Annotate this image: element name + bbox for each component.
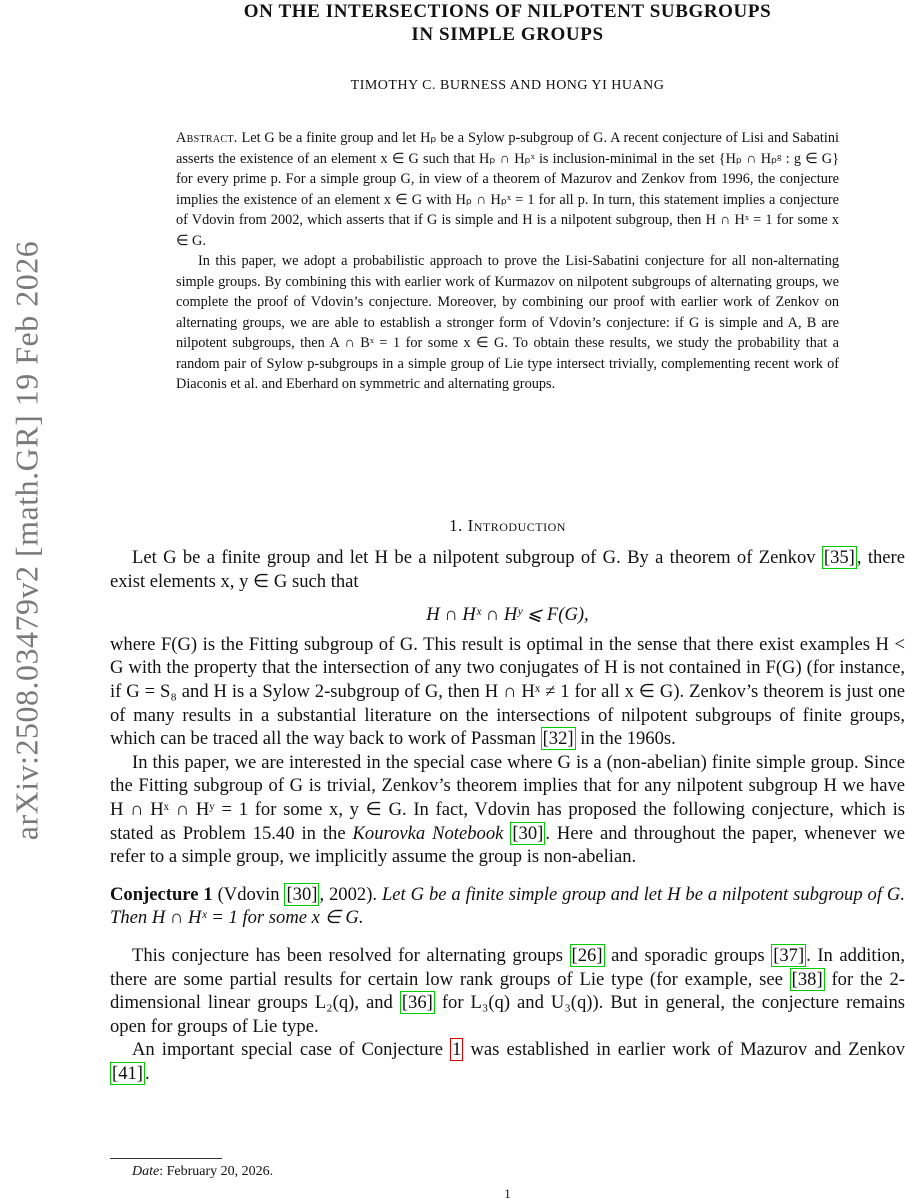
citation-link[interactable]: [38] — [791, 968, 823, 990]
intro-text: Let G be a finite group and let H be a nilpotent subgroup of G. By a theorem of Zenkov — [132, 547, 822, 568]
intro-text: where F(G) is the Fitting subgroup of G. This result is optimal in the sense that there exist examples H < G with the property that the intersection of any two conjugates of H is not contained in F(G) (for instance, if G = S₈ and H is a Sylow 2-subgroup of G, then H ∩ Hˣ ≠ 1 for all x ∈ G). Zenkov’s theorem is just one of many results in a substantial literature on the intersections of nilpotent subgroups of finite groups, which can be traced all the way back to work of Passman — [110, 633, 905, 750]
conjecture-reference-link[interactable]: 1 — [452, 1039, 462, 1061]
intro-text: for L₃(q) and U₃(q)). But in general, the conjecture remains open for groups of Lie type. — [110, 992, 905, 1037]
intro-paragraph-4 — [110, 944, 905, 1038]
abstract-text-1: Let G be a finite group and let Hₚ be a Sylow p-subgroup of G. A recent conjecture of Lisi and Sabatini asserts the existence of an element x ∈ G such that Hₚ ∩ Hₚˣ is inclusion-minimal in the set {Hₚ ∩ Hₚᵍ : g ∈ G} for every prime p. For a simple group G, in view of a theorem of Mazurov and Zenkov from 1996, the conjecture implies the existence of an element x ∈ G with Hₚ ∩ Hₚˣ = 1 for all p. In turn, this statement implies a conjecture of Vdovin from 2002, which asserts that if G is simple and H is a nilpotent subgroup, then H ∩ Hˣ = 1 for some x ∈ G. — [176, 130, 839, 249]
citation-link[interactable]: [30] — [512, 822, 544, 844]
intro-text: . — [144, 1062, 150, 1084]
title-line-1: ON THE INTERSECTIONS OF NILPOTENT SUBGROUPS — [243, 1, 772, 22]
display-equation — [110, 603, 905, 627]
citation-link[interactable]: [32] — [542, 728, 574, 750]
abstract — [176, 128, 839, 395]
section-heading-introduction: 1. Introduction — [449, 516, 566, 535]
intro-paragraph-2 — [110, 633, 905, 751]
conjecture-label: Conjecture 1 — [110, 883, 213, 905]
kourovka-notebook-title: Kourovka Notebook — [352, 822, 504, 844]
intro-text: in the 1960s. — [575, 728, 676, 750]
paper-authors: TIMOTHY C. BURNESS AND HONG YI HUANG — [350, 78, 665, 93]
page-number: 1 — [504, 1186, 511, 1201]
intro-text: and sporadic groups — [604, 944, 772, 966]
intro-text: This conjecture has been resolved for alternating groups — [132, 944, 570, 966]
intro-paragraph-1 — [110, 546, 905, 593]
intro-text: , there exist elements x, y ∈ G such that — [110, 547, 905, 592]
equation-rhs: F(G), — [546, 604, 589, 626]
citation-link[interactable]: [35] — [823, 547, 855, 568]
citation-link[interactable]: [41] — [112, 1062, 143, 1084]
title-line-2: IN SIMPLE GROUPS — [411, 24, 604, 45]
intro-text: for the 2-dimensional linear groups L₂(q), and — [110, 968, 905, 1014]
citation-link[interactable]: [30] — [286, 883, 318, 905]
citation-link[interactable]: [36] — [401, 992, 433, 1014]
intro-text: In this paper, we are interested in the special case where G is a (non-abelian) finite simple group. Since the Fitting subgroup of G is trivial, Zenkov’s theorem implies that for any nilpotent subgroup H we have H ∩ Hˣ ∩ Hʸ = 1 for some x, y ∈ G. In fact, Vdovin has proposed the following conjecture, which is stated as Problem 15.40 in the — [110, 751, 905, 844]
intro-text: was established in earlier work of Mazurov and Zenkov — [463, 1039, 905, 1061]
arxiv-identifier: arXiv:2508.03479v2 [math.GR] 19 Feb 2026 — [8, 240, 45, 840]
abstract-paragraph-2: In this paper, we adopt a probabilistic approach to prove the Lisi-Sabatini conjecture for all non-alternating simple groups. By combining this with earlier work of Kurmazov on nilpotent subgroups of alternating groups, we complete the proof of Vdovin’s conjecture. Moreover, by combining our proof with earlier work of Zenkov on alternating groups, we are able to establish a stronger form of Vdovin’s conjecture: if G is simple and A, B are nilpotent subgroups, then A ∩ Bˣ = 1 for some x ∈ G. To obtain these results, we study the probability that a random pair of Sylow p-subgroups in a simple group of Lie type intersect trivially, complementing recent work of Diaconis et al. and Eberhard on symmetric and alternating groups. — [176, 253, 839, 392]
intro-text: . Here and throughout the paper, whenever we refer to a simple group, we implicitly assume the group is non-abelian. — [110, 822, 905, 868]
paper-title — [110, 0, 905, 46]
intro-text: . In addition, there are some partial results for certain low rank groups of Lie type (for example, see — [110, 944, 905, 990]
conjecture-attribution: , 2002). — [319, 883, 378, 905]
conjecture-statement: Let G be a finite simple group and let H be a nilpotent subgroup of G. Then H ∩ Hˣ = 1 for some x ∈ G. — [110, 883, 905, 929]
introduction-body — [110, 546, 905, 1085]
conjecture-1 — [110, 883, 905, 930]
citation-link[interactable]: [37] — [773, 944, 805, 966]
abstract-label: Abstract. — [176, 130, 238, 146]
equation-lhs: H ∩ Hˣ ∩ Hʸ ⩽ — [426, 604, 547, 626]
citation-link[interactable]: [26] — [571, 944, 603, 966]
arxiv-identifier-sidebar — [0, 180, 54, 900]
footnote-date — [132, 1164, 273, 1180]
conjecture-attribution: (Vdovin — [212, 883, 285, 905]
footnote-text: : February 20, 2026. — [159, 1164, 274, 1179]
abstract-paragraph-1 — [176, 128, 839, 251]
intro-paragraph-5 — [110, 1038, 905, 1085]
intro-text: An important special case of Conjecture — [132, 1039, 451, 1061]
footnote-label: Date — [132, 1164, 160, 1179]
intro-paragraph-3 — [110, 751, 905, 869]
footnote-rule — [110, 1158, 222, 1159]
